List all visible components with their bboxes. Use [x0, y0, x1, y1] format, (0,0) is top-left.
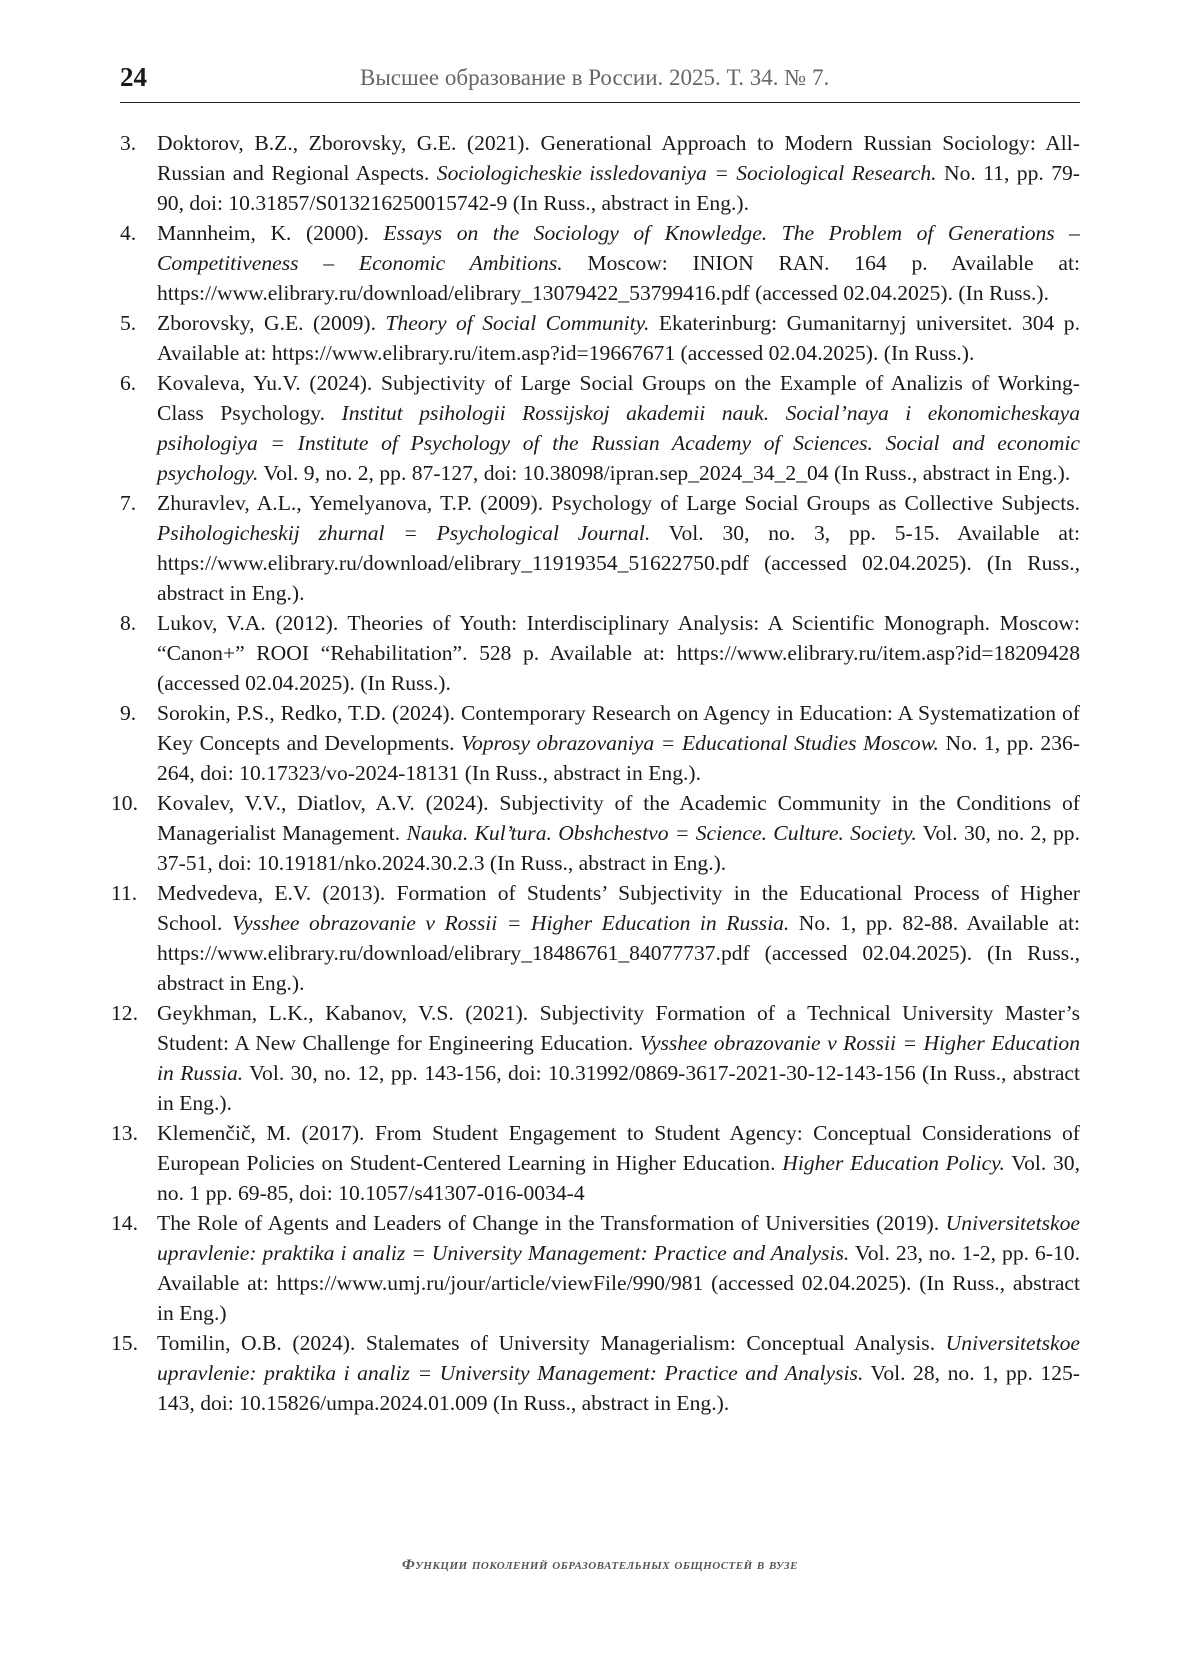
reference-text: Kovaleva, Yu.V. (2024). Subjectivity of Large Social Groups on the Example of Analizis of Working-Class Psychology. [157, 371, 1080, 425]
reference-details: Vol. 30, no. 12, pp. 143-156, doi: 10.31992/0869-3617-2021-30-12-143-156 (In Russ., abstract in Eng.). [157, 1061, 1080, 1115]
reference-source: Theory of Social Community. [385, 311, 650, 335]
reference-details: Vol. 23, no. 1-2, pp. 6-10. Available at: https://www.umj.ru/jour/article/viewFile/990/981 (accessed 02.04.2025). (In Russ., abstract in Eng.) [157, 1241, 1080, 1325]
reference-details: Ekaterinburg: Gumanitarnyj universitet. 304 p. Available at: https://www.elibrary.ru/item.asp?id=19667671 (accessed 02.04.2025). (In Russ.). [157, 311, 1080, 365]
reference-item [120, 698, 1080, 788]
reference-number: 4. [120, 221, 137, 245]
reference-number: 11. [111, 881, 138, 905]
reference-item [111, 788, 1080, 878]
reference-number: 12. [111, 1001, 138, 1025]
journal-title: Высшее образование в России. 2025. Т. 34. № 7. [360, 65, 830, 90]
reference-text: Medvedeva, E.V. (2013). Formation of Students’ Subjectivity in the Educational Process of Higher School. [157, 881, 1080, 935]
reference-details: No. 1, pp. 82-88. Available at: https://www.elibrary.ru/download/elibrary_18486761_84077737.pdf (accessed 02.04.2025). (In Russ., abstract in Eng.). [157, 911, 1081, 995]
reference-item [120, 488, 1080, 608]
reference-source: Sociologicheskie issledovaniya = Sociological Research. [436, 161, 937, 185]
reference-item [111, 1328, 1080, 1418]
reference-text: Mannheim, K. (2000). [157, 221, 384, 245]
reference-number: 14. [111, 1211, 138, 1235]
reference-text: Zhuravlev, A.L., Yemelyanova, T.P. (2009). Psychology of Large Social Groups as Collective Subjects. [157, 491, 1080, 515]
reference-number: 6. [120, 371, 137, 395]
reference-source: Voprosy obrazovaniya = Educational Studies Moscow. [461, 731, 939, 755]
reference-source: Institut psihologii Rossijskoj akademii nauk. Social’naya i ekonomicheskaya psihologiya = Institute of Psychology of the Russian Academy of Sciences. Social and economic psychology. [157, 401, 1080, 485]
reference-item [120, 218, 1080, 308]
reference-source: Universitetskoe upravlenie: praktika i analiz = University Management: Practice and Analysis. [157, 1331, 1080, 1385]
reference-details: Vol. 30, no. 2, pp. 37-51, doi: 10.19181/nko.2024.30.2.3 (In Russ., abstract in Eng.). [157, 821, 1080, 875]
reference-number: 15. [111, 1331, 138, 1355]
reference-text: Tomilin, O.B. (2024). Stalemates of University Managerialism: Conceptual Analysis. [157, 1331, 946, 1355]
reference-number: 8. [120, 611, 137, 635]
reference-item [120, 308, 1080, 368]
reference-details: Vol. 9, no. 2, pp. 87-127, doi: 10.38098/ipran.sep_2024_34_2_04 (In Russ., abstract in Eng.). [258, 461, 1071, 485]
reference-details: Vol. 30, no. 1 pp. 69-85, doi: 10.1057/s41307-016-0034-4 [157, 1151, 1080, 1205]
reference-text: Zborovsky, G.E. (2009). [157, 311, 386, 335]
reference-item [111, 998, 1080, 1118]
reference-number: 10. [111, 791, 138, 815]
page-number: 24 [120, 62, 147, 92]
reference-source: Essays on the Sociology of Knowledge. The Problem of Generations – Competitiveness – Economic Ambitions. [157, 221, 1080, 275]
reference-number: 7. [120, 491, 137, 515]
reference-item [111, 1118, 1080, 1208]
reference-text: Sorokin, P.S., Redko, T.D. (2024). Contemporary Research on Agency in Education: A Systematization of Key Concepts and Developments. [157, 701, 1080, 755]
reference-details: No. 1, pp. 236-264, doi: 10.17323/vo-2024-18131 (In Russ., abstract in Eng.). [157, 731, 1080, 785]
reference-number: 3. [120, 131, 137, 155]
reference-source: Vysshee obrazovanie v Rossii = Higher Education in Russia. [231, 911, 790, 935]
reference-source: Nauka. Kul’tura. Obshchestvo = Science. Culture. Society. [406, 821, 917, 845]
reference-text: Geykhman, L.K., Kabanov, V.S. (2021). Subjectivity Formation of a Technical University Master’s Student: A New Challenge for Engineering Education. [157, 1001, 1080, 1055]
reference-text: Klemenčič, M. (2017). From Student Engagement to Student Agency: Conceptual Considerations of European Policies on Student-Centered Learning in Higher Education. [157, 1121, 1080, 1175]
reference-text: Lukov, V.A. (2012). Theories of Youth: Interdisciplinary Analysis: A Scientific Monograph. Moscow: “Canon+” ROOI “Rehabilitation”. 528 p. Available at: https://www.elibrary.ru/item.asp?id=18209428 (accessed 02.04.2025). (In Russ.). [157, 611, 1080, 695]
page-header [120, 62, 1080, 103]
reference-source: Vysshee obrazovanie v Rossii = Higher Education in Russia. [157, 1031, 1080, 1085]
reference-source: Higher Education Policy. [782, 1151, 1005, 1175]
reference-item [111, 1208, 1080, 1328]
reference-source: Psihologicheskij zhurnal = Psychological Journal. [157, 521, 651, 545]
reference-item [111, 878, 1081, 998]
reference-number: 9. [120, 701, 137, 725]
reference-number: 13. [111, 1121, 138, 1145]
running-footer: Функции поколений образовательных общностей в вузе [402, 1557, 798, 1573]
reference-details: Vol. 30, no. 3, pp. 5-15. Available at: https://www.elibrary.ru/download/elibrary_11919354_51622750.pdf (accessed 02.04.2025). (In Russ., abstract in Eng.). [157, 521, 1081, 605]
reference-item [120, 608, 1080, 698]
reference-details: Moscow: INION RAN. 164 p. Available at: https://www.elibrary.ru/download/elibrary_13079422_53799416.pdf (accessed 02.04.2025). (In Russ.). [157, 251, 1080, 305]
reference-number: 5. [120, 311, 137, 335]
reference-text: Kovalev, V.V., Diatlov, A.V. (2024). Subjectivity of the Academic Community in the Conditions of Managerialist Management. [157, 791, 1080, 845]
reference-text: The Role of Agents and Leaders of Change in the Transformation of Universities (2019). [157, 1211, 946, 1235]
reference-details: Vol. 28, no. 1, pp. 125-143, doi: 10.15826/umpa.2024.01.009 (In Russ., abstract in Eng.). [157, 1361, 1080, 1415]
reference-list [111, 128, 1081, 1418]
reference-item [120, 368, 1080, 488]
reference-text: Doktorov, B.Z., Zborovsky, G.E. (2021). Generational Approach to Modern Russian Sociology: All-Russian and Regional Aspects. [157, 131, 1080, 185]
reference-details: No. 11, pp. 79-90, doi: 10.31857/S013216250015742-9 (In Russ., abstract in Eng.). [157, 161, 1080, 215]
reference-item [120, 128, 1080, 218]
reference-source: Universitetskoe upravlenie: praktika i analiz = University Management: Practice and Analysis. [157, 1211, 1080, 1265]
